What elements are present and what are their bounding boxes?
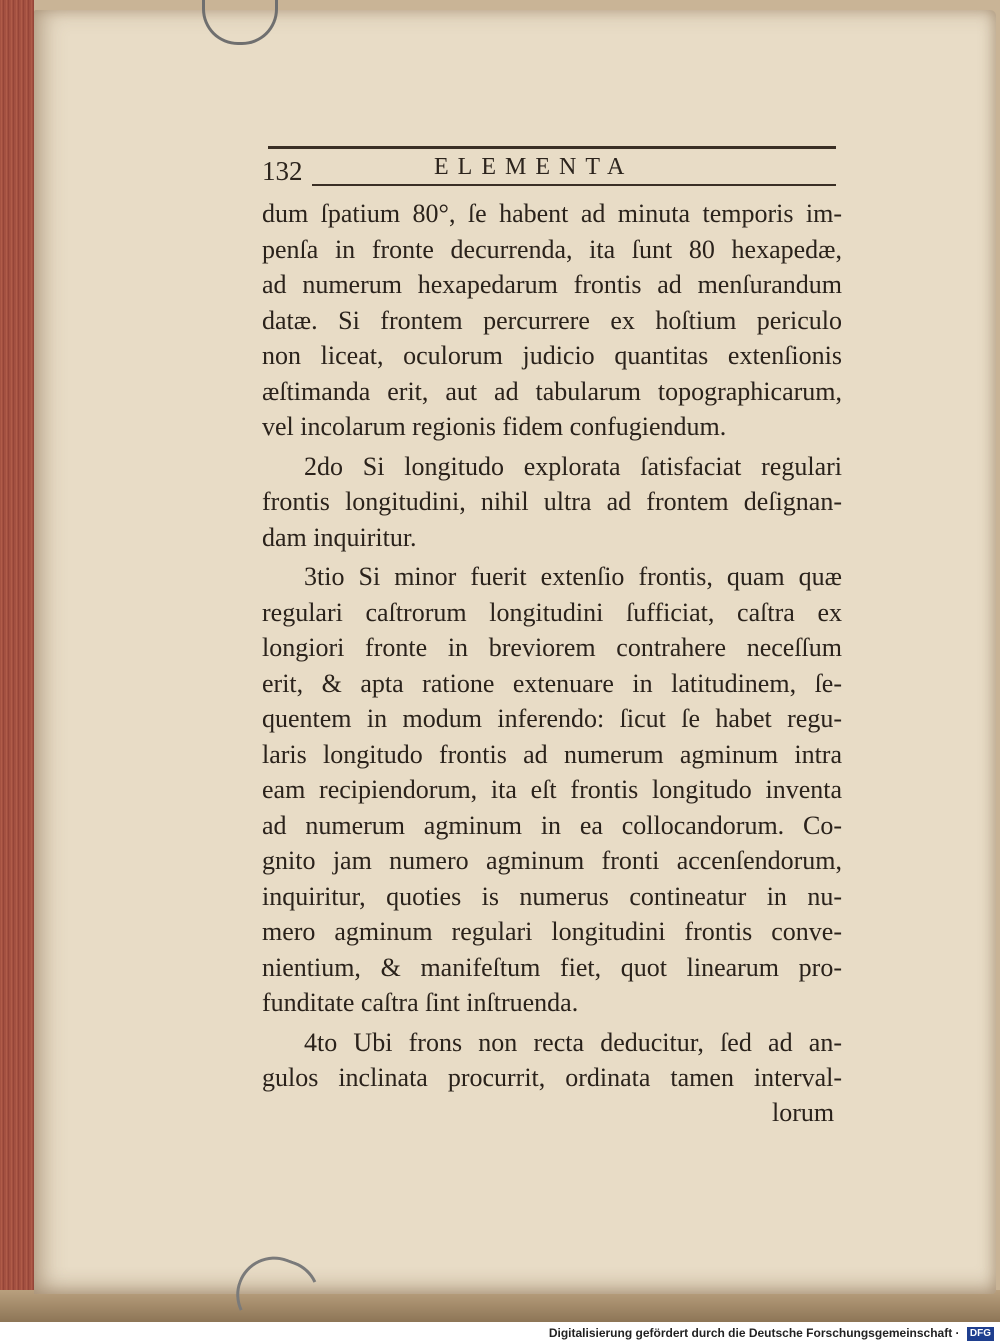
text-line: gnito jam numero agminum fronti accenſendorum,	[262, 846, 842, 875]
text-line: non liceat, oculorum judicio quantitas extenſionis	[262, 341, 842, 370]
text-line: dam inquiritur.	[262, 522, 417, 552]
text-line: 4to Ubi frons non recta deducitur, ſed ad an-	[304, 1027, 842, 1057]
running-head: ELEMENTA	[434, 154, 634, 180]
text-line: regulari caſtrorum longitudini ſufficiat, caſtra ex	[262, 597, 842, 627]
text-line: quentem in modum inferendo: ſicut ſe habet regu-	[262, 704, 842, 733]
text-line: datæ. Si frontem percurrere ex hoſtium periculo	[262, 305, 842, 335]
header-rule-bottom	[312, 184, 836, 186]
dfg-logo-icon: DFG	[967, 1327, 994, 1341]
dfg-funding-notice	[549, 1326, 994, 1341]
text-line: laris longitudo frontis ad numerum agminum intra	[262, 739, 842, 769]
text-line: penſa in fronte decurrenda, ita ſunt 80 hexapedæ,	[262, 234, 842, 264]
text-line: gulos inclinata procurrit, ordinata tamen interval-	[262, 1063, 842, 1092]
text-line: æſtimanda erit, aut ad tabularum topographicarum,	[262, 376, 842, 406]
text-line: longiori fronte in breviorem contrahere neceſſum	[262, 633, 842, 662]
text-line: vel incolarum regionis fidem confugiendum.	[262, 412, 727, 441]
book-page-edges	[0, 0, 34, 1322]
text-line: nientium, & manifeſtum fiet, quot linearum pro-	[262, 952, 842, 982]
text-line: 3tio Si minor fuerit extenſio frontis, quam quæ	[304, 562, 842, 591]
book-bottom-edge	[0, 1290, 1000, 1322]
text-line: ad numerum hexapedarum frontis ad menſurandum	[262, 270, 842, 299]
body-text	[262, 196, 842, 1096]
text-line: frontis longitudini, nihil ultra ad frontem deſignan-	[262, 487, 842, 516]
text-line: ad numerum agminum in ea collocandorum. Co-	[262, 810, 842, 840]
catchword: lorum	[772, 1098, 835, 1127]
page-number: 132	[262, 156, 303, 186]
text-line: mero agminum regulari longitudini frontis conve-	[262, 917, 842, 946]
text-line: erit, & apta ratione extenuare in latitudinem, ſe-	[262, 668, 842, 698]
paper-clip-top-icon	[202, 0, 278, 45]
text-line: eam recipiendorum, ita eſt frontis longitudo inventa	[262, 775, 842, 804]
header-rule-top	[268, 146, 836, 149]
text-line: funditate caſtra ſint inſtruenda.	[262, 988, 579, 1017]
text-line: dum ſpatium 80°, ſe habent ad minuta temporis im-	[262, 199, 842, 228]
text-line: 2do Si longitudo explorata ſatisfaciat regulari	[304, 451, 842, 481]
dfg-notice-text: Digitalisierung gefördert durch die Deutsche Forschungsgemeinschaft ·	[548, 1326, 960, 1340]
text-line: inquiritur, quoties is numerus contineatur in nu-	[262, 881, 842, 911]
